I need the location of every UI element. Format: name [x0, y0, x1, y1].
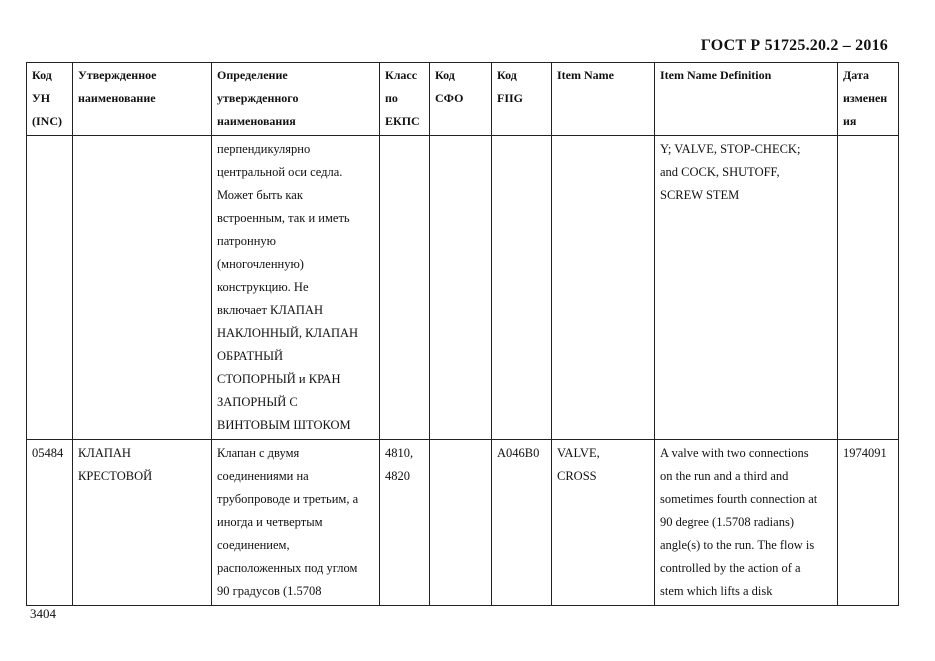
col-header-approved-name: Утвержденное наименование — [73, 63, 212, 136]
cell-item-name — [552, 136, 655, 440]
classification-table — [26, 62, 899, 606]
cell-item-name-definition: A valve with two connections on the run and a third and sometimes fourth connection at 90 degree (1.5708 radians) angle(s) to the run. The flow is controlled by the action of a stem which lifts a disk — [655, 440, 838, 606]
col-header-sfo-code: Код СФО — [430, 63, 492, 136]
page-number: 3404 — [30, 606, 56, 621]
cell-fiig-code: A046B0 — [492, 440, 552, 606]
cell-item-name: VALVE, CROSS — [552, 440, 655, 606]
cell-change-date — [838, 136, 899, 440]
cell-inc — [27, 136, 73, 440]
cell-ekps-class: 4810, 4820 — [380, 440, 430, 606]
cell-approved-name: КЛАПАН КРЕСТОВОЙ — [73, 440, 212, 606]
col-header-inc: Код УН (INC) — [27, 63, 73, 136]
cell-inc: 05484 — [27, 440, 73, 606]
table-row — [27, 440, 899, 606]
cell-approved-name — [73, 136, 212, 440]
cell-definition: Клапан с двумя соединениями на трубопроводе и третьим, а иногда и четвертым соединением, расположенных под углом 90 градусов (1.5708 — [212, 440, 380, 606]
cell-fiig-code — [492, 136, 552, 440]
col-header-item-name: Item Name — [552, 63, 655, 136]
col-header-definition: Определение утвержденного наименования — [212, 63, 380, 136]
col-header-change-date: Дата изменен ия — [838, 63, 899, 136]
cell-ekps-class — [380, 136, 430, 440]
col-header-fiig-code: Код FIIG — [492, 63, 552, 136]
cell-sfo-code — [430, 136, 492, 440]
cell-definition: перпендикулярно центральной оси седла. Может быть как встроенным, так и иметь патронную (многочленную) конструкцию. Не включает КЛАПАН НАКЛОННЫЙ, КЛАПАН ОБРАТНЫЙ СТОПОРНЫЙ и КРАН ЗАПОРНЫЙ С ВИНТОВЫМ ШТОКОМ — [212, 136, 380, 440]
cell-change-date: 1974091 — [838, 440, 899, 606]
document-standard-header: ГОСТ Р 51725.20.2 – 2016 — [700, 37, 888, 54]
table-header-row — [27, 63, 899, 136]
col-header-item-name-definition: Item Name Definition — [655, 63, 838, 136]
cell-item-name-definition: Y; VALVE, STOP-CHECK; and COCK, SHUTOFF, SCREW STEM — [655, 136, 838, 440]
table-row — [27, 136, 899, 440]
cell-sfo-code — [430, 440, 492, 606]
col-header-ekps-class: Класс по ЕКПС — [380, 63, 430, 136]
